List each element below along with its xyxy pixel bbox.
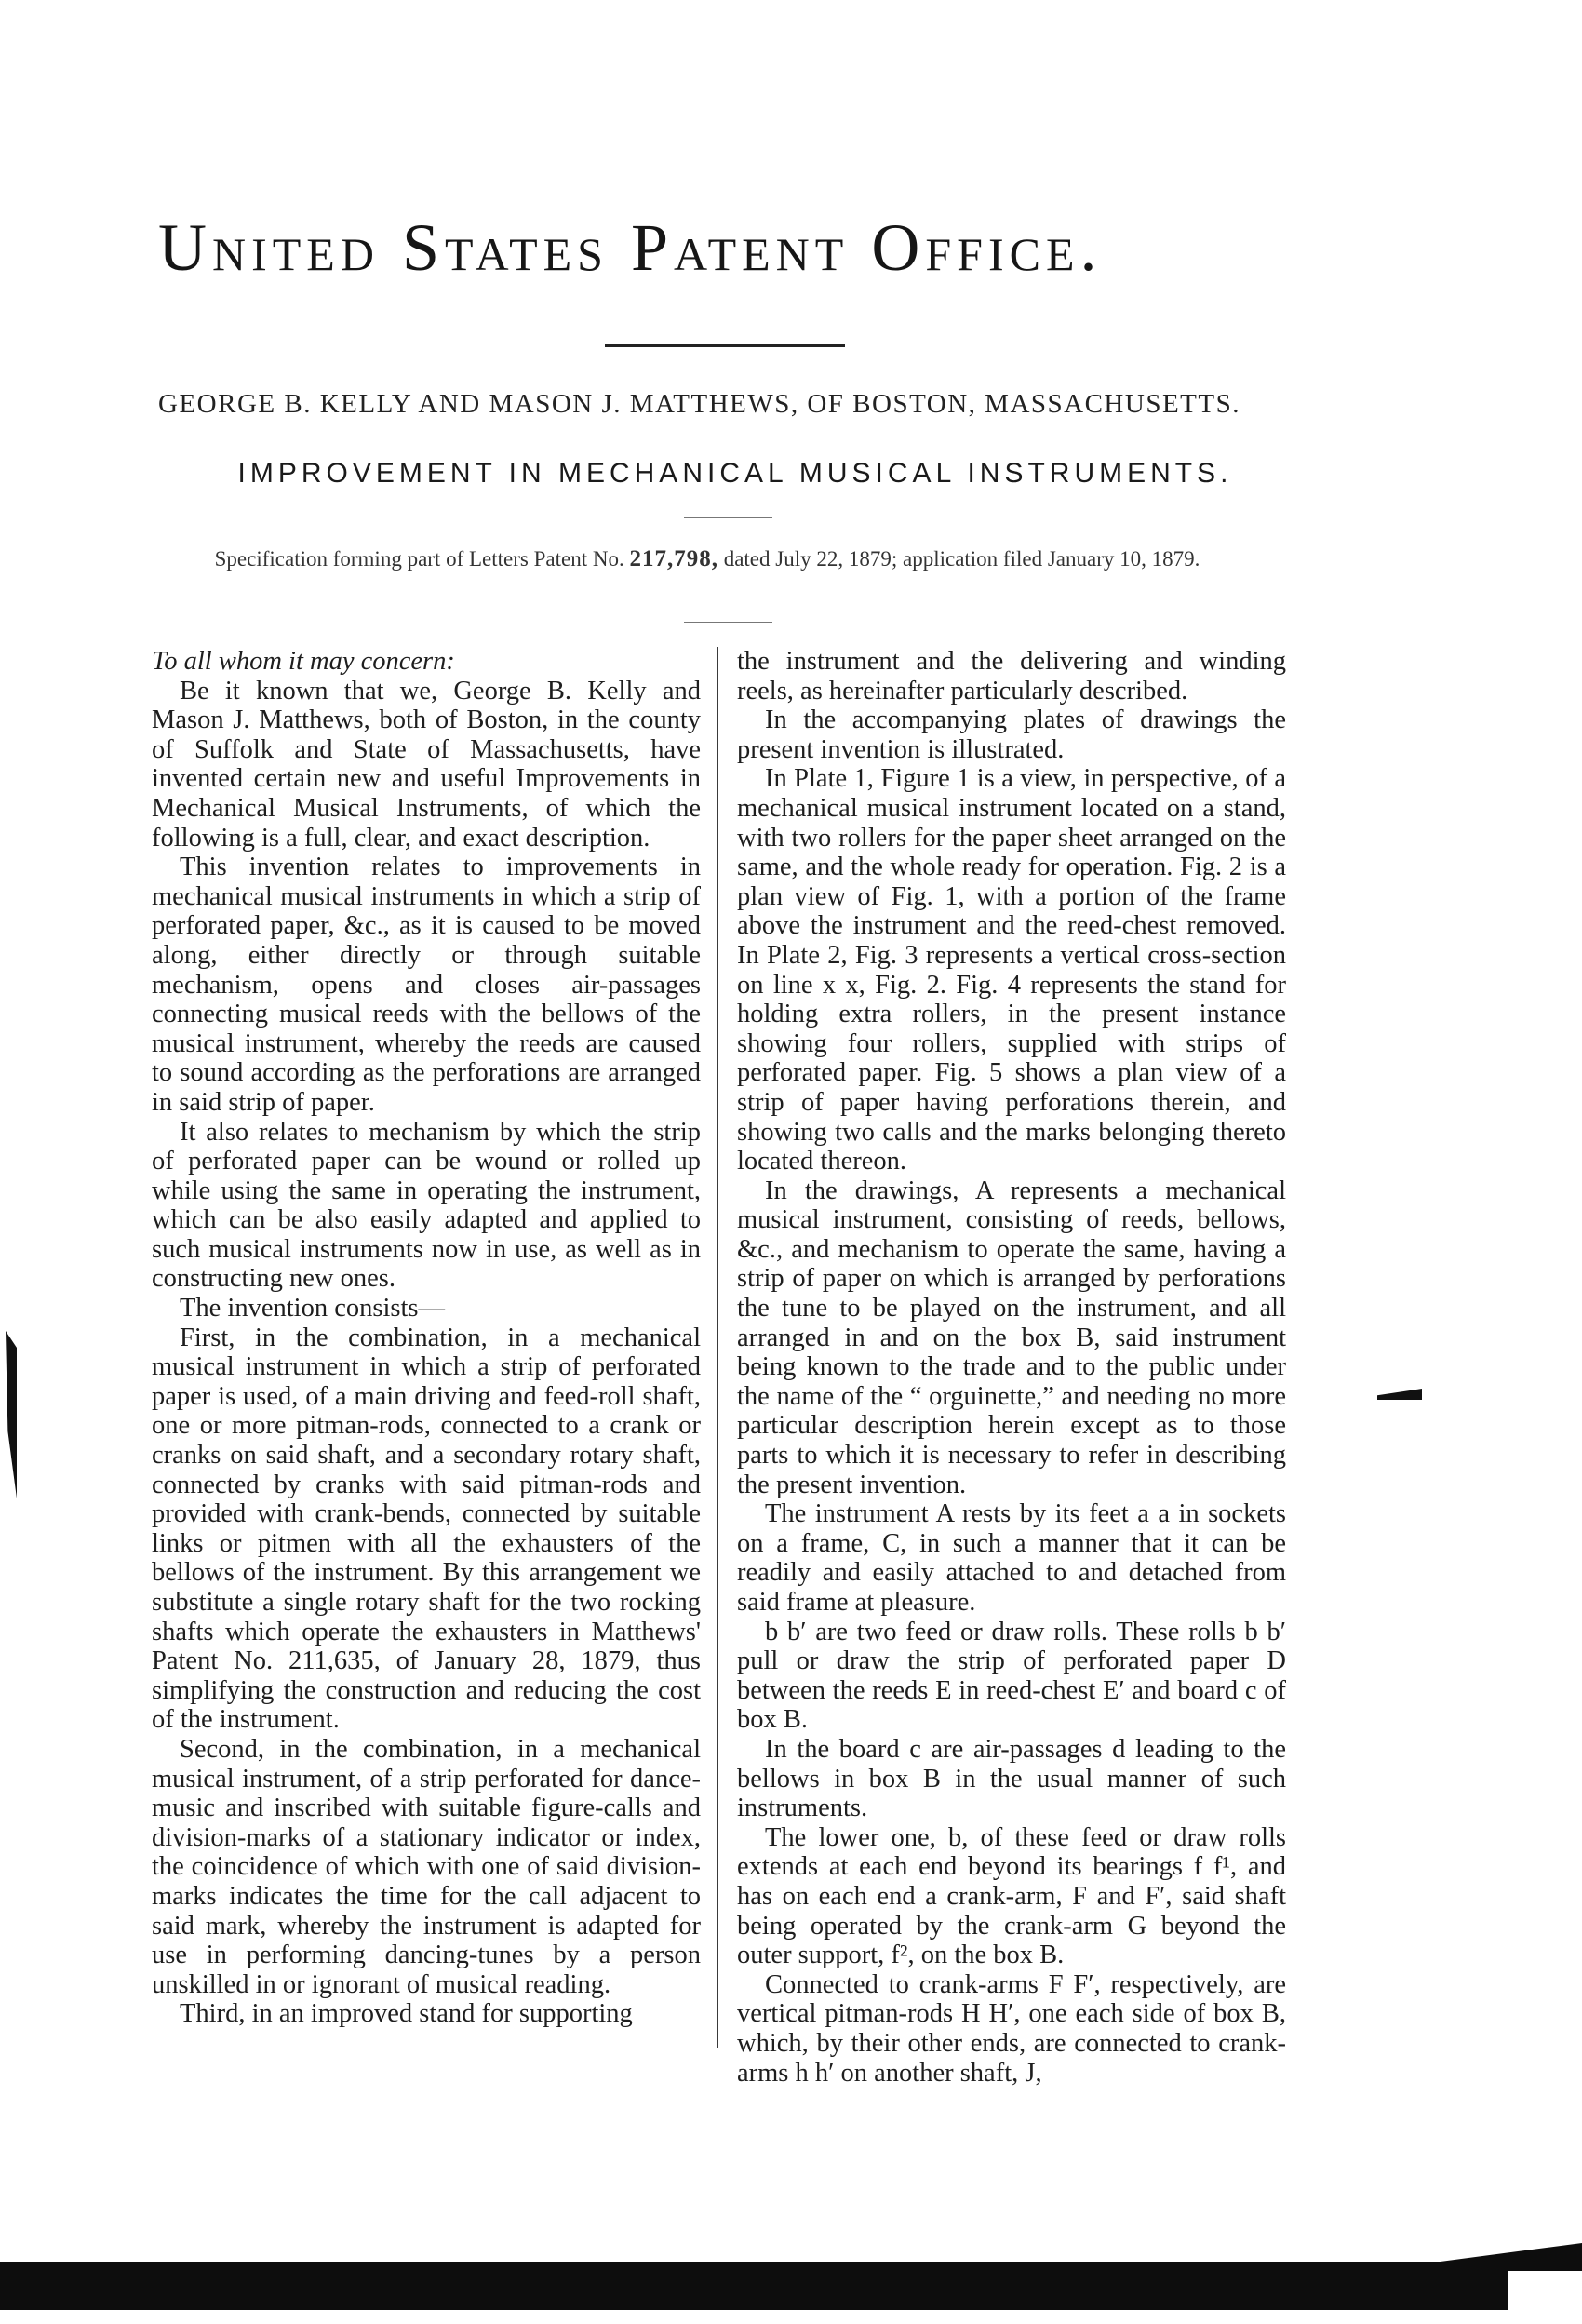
- scan-mark: [1377, 1389, 1422, 1400]
- paragraph: This invention relates to improvements in mechanical musical instruments in which a strip of perforated paper, &c., as it is caused to be moved along, either directly or through suitable mechanism, opens and closes air-passages connecting musical reeds with the bellows of the musical instrument, whereby the reeds are caused to sound according as the perforations are arranged in said strip of paper.: [152, 853, 701, 1117]
- paragraph: b b′ are two feed or draw rolls. These rolls b b′ pull or draw the strip of perforated paper D between the reeds E in reed-chest E′ and board c of box B.: [737, 1617, 1286, 1735]
- paragraph: In the drawings, A represents a mechanical musical instrument, consisting of reeds, bellows, &c., and mechanism to operate the same, having a strip of paper on which is arranged by perforations the tune to be played on the instrument, and all arranged in and on the box B, said instrument being known to the trade and to the public under the name of the “ orguinette,” and needing no more particular description herein except as to those parts to which it is necessary to refer in describing the present invention.: [737, 1175, 1286, 1499]
- specification-line: [168, 544, 1247, 574]
- spec-suffix: dated July 22, 1879; application filed January 10, 1879.: [723, 547, 1200, 571]
- heading-rule: [605, 344, 845, 347]
- paragraph: First, in the combination, in a mechanical musical instrument in which a strip of perforated paper is used, of a main driving and feed-roll shaft, one or more pitman-rods, connected to a crank or cranks on said shaft, and a secondary rotary shaft, connected by cranks with said pitman-rods and provided with crank-bends, connected by suitable links or pitmen with all the exhausters of the bellows of the instrument. By this arrangement we substitute a single rotary shaft for the two rocking shafts which operate the exhausters in Matthews' Patent No. 211,635, of January 28, 1879, thus simplifying the construction and reducing the cost of the instrument.: [152, 1323, 701, 1735]
- paragraph: Second, in the combination, in a mechanical musical instrument, of a strip perforated for dance-music and inscribed with suitable figure-calls and division-marks of a stationary indicator or index, the coincidence of which with one of said division-marks indicates the time for the call adjacent to said mark, whereby the instrument is adapted for use in performing dancing-tunes by a person unskilled in or ignorant of musical reading.: [152, 1734, 701, 1999]
- paragraph: The invention consists—: [180, 1294, 445, 1323]
- paragraph: In the accompanying plates of drawings the present invention is illustrated.: [737, 705, 1286, 764]
- left-column: [152, 647, 701, 2029]
- paragraph: the instrument and the delivering and winding reels, as hereinafter particularly described.: [737, 647, 1286, 705]
- paragraph: In Plate 1, Figure 1 is a view, in perspective, of a mechanical musical instrument located on a stand, with two rollers for the paper sheet arranged on the same, and the whole ready for operation. Fig. 2 is a plan view of Fig. 1, with a portion of the frame above the instrument and the reed-chest removed. In Plate 2, Fig. 3 represents a vertical cross-section on line x x, Fig. 2. Fig. 4 represents the stand for holding extra rollers, in the present instance showing four rollers, supplied with strips of perforated paper. Fig. 5 shows a plan view of a strip of paper having perforations therein, and showing two calls and the marks belonging thereto located thereon.: [737, 764, 1286, 1176]
- scan-border-tail: [1433, 2243, 1582, 2271]
- column-divider: [717, 647, 718, 2048]
- right-column: [737, 647, 1286, 2088]
- office-heading: United States Patent Office.: [158, 210, 1103, 285]
- paragraph: Be it known that we, George B. Kelly and Mason J. Matthews, both of Boston, in the county of Suffolk and State of Massachusetts, have invented certain new and useful Improvements in Mechanical Musical Instruments, of which the following is a full, clear, and exact description.: [152, 676, 701, 853]
- patent-number: 217,798,: [629, 546, 718, 571]
- scan-mark: [6, 1331, 17, 1498]
- spec-prefix: Specification forming part of Letters Patent No.: [214, 547, 624, 571]
- scan-border-bar: [0, 2262, 1508, 2310]
- title-rule: [684, 517, 772, 518]
- paragraph: In the board c are air-passages d leading to the bellows in box B in the usual manner of such instruments.: [737, 1734, 1286, 1823]
- spec-rule: [684, 622, 772, 623]
- paragraph: The instrument A rests by its feet a a in sockets on a frame, C, in such a manner that it can be readily and easily attached to and detached from said frame at pleasure.: [737, 1499, 1286, 1617]
- invention-title: IMPROVEMENT IN MECHANICAL MUSICAL INSTRUMENTS.: [237, 458, 1233, 489]
- inventors-line: GEORGE B. KELLY AND MASON J. MATTHEWS, OF BOSTON, MASSACHUSETTS.: [158, 389, 1240, 419]
- paragraph: The lower one, b, of these feed or draw rolls extends at each end beyond its bearings f f¹, and has on each end a crank-arm, F and F′, said shaft being operated by the crank-arm G beyond the outer support, f², on the box B.: [737, 1822, 1286, 1970]
- paragraph: Connected to crank-arms F F′, respectively, are vertical pitman-rods H H′, one each side of box B, which, by their other ends, are connected to crank-arms h h′ on another shaft, J,: [737, 1969, 1286, 2088]
- paragraph: Third, in an improved stand for supporting: [180, 1999, 633, 2029]
- salutation: To all whom it may concern:: [152, 647, 455, 676]
- paragraph: It also relates to mechanism by which the strip of perforated paper can be wound or rolled up while using the same in operating the instrument, which can be also easily adapted and applied to such musical instruments now in use, as well as in constructing new ones.: [152, 1117, 701, 1294]
